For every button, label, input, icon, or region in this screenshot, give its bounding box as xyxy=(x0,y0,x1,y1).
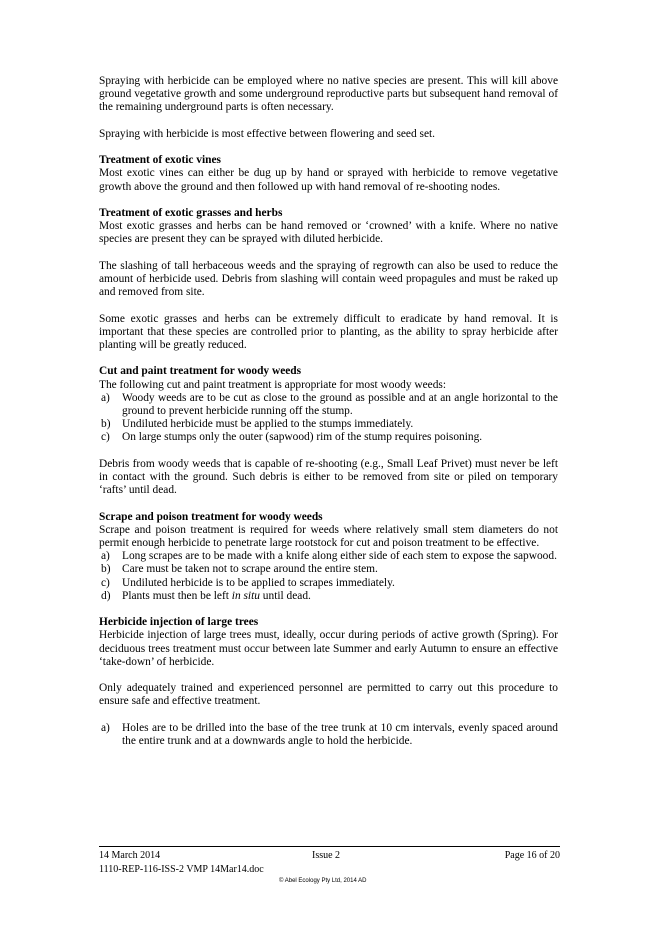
footer-document-reference: 1110-REP-116-ISS-2 VMP 14Mar14.doc xyxy=(99,864,264,875)
list-item-text-pre: Plants must then be left xyxy=(122,589,232,602)
list-item xyxy=(99,418,558,431)
list-item xyxy=(99,722,558,748)
page-body xyxy=(99,75,558,748)
paragraph-spraying-effective: Spraying with herbicide is most effective between flowering and seed set. xyxy=(99,127,436,140)
list-item-text: Woody weeds are to be cut as close to the ground as possible and at an angle horizontal to the ground to prevent herbicide running off the stump. xyxy=(122,391,558,417)
paragraph-eradicate: Some exotic grasses and herbs can be extremely difficult to eradicate by hand removal. It is important that these species are controlled prior to planting, as the ability to spray herbicide after planting will be greatly reduced. xyxy=(99,312,558,351)
paragraph-injection-intro: Herbicide injection of large trees must, ideally, occur during periods of active growth (Spring). For deciduous trees treatment must occur between late Summer and early Autumn to ensure an effective ‘take-down’ of herbicide. xyxy=(99,629,558,668)
paragraph-scrape-intro: Scrape and poison treatment is required for weeds where relatively small stem diameters do not permit enough herbicide to penetrate large rootstock for cut and poison treatment to be effective. xyxy=(99,523,558,549)
paragraph-debris: Debris from woody weeds that is capable of re-shooting (e.g., Small Leaf Privet) must never be left in contact with the ground. Such debris is either to be removed from site or piled on temporary ‘rafts’ until dead. xyxy=(99,457,558,497)
list-cut-and-paint xyxy=(99,392,558,445)
list-item xyxy=(99,590,558,603)
heading-scrape-and-poison: Scrape and poison treatment for woody weeds xyxy=(99,510,323,523)
list-marker: a) xyxy=(101,721,110,734)
heading-cut-and-paint: Cut and paint treatment for woody weeds xyxy=(99,365,302,378)
footer-issue: Issue 2 xyxy=(312,850,341,861)
footer-page-number: Page 16 of 20 xyxy=(504,850,560,861)
list-item-text: Undiluted herbicide is to be applied to scrapes immediately. xyxy=(122,576,395,589)
paragraph-slashing: The slashing of tall herbaceous weeds and the spraying of regrowth can also be used to reduce the amount of herbicide used. Debris from slashing will contain weed propagules and must be raked up and removed from site. xyxy=(99,259,558,299)
list-item-text-italic: in situ xyxy=(231,589,260,602)
section-cut-and-paint xyxy=(99,365,558,444)
list-injection xyxy=(99,722,558,748)
list-item xyxy=(99,392,558,418)
section-scrape-and-poison xyxy=(99,511,558,603)
list-marker: c) xyxy=(101,576,110,589)
list-marker: a) xyxy=(101,391,110,404)
list-item-text: Long scrapes are to be made with a knife along either side of each stem to expose the sapwood. xyxy=(122,550,557,563)
paragraph-exotic-vines: Most exotic vines can either be dug up by hand or sprayed with herbicide to remove vegetative growth above the ground and then followed up with hand removal of re-shooting nodes. xyxy=(99,167,558,193)
heading-herbicide-injection: Herbicide injection of large trees xyxy=(99,616,259,629)
list-marker: c) xyxy=(101,431,110,444)
section-exotic-vines xyxy=(99,154,558,194)
list-item-text: Undiluted herbicide must be applied to the stumps immediately. xyxy=(122,418,414,431)
list-marker: b) xyxy=(101,418,111,431)
list-item-text-post: until dead. xyxy=(259,589,311,602)
heading-exotic-grasses: Treatment of exotic grasses and herbs xyxy=(99,206,283,219)
footer-divider xyxy=(99,846,560,847)
heading-exotic-vines: Treatment of exotic vines xyxy=(99,154,221,167)
list-item-text: Holes are to be drilled into the base of the tree trunk at 10 cm intervals, evenly spaced around the entire trunk and at a downwards angle to hold the herbicide. xyxy=(122,721,558,747)
paragraph-exotic-grasses: Most exotic grasses and herbs can be hand removed or ‘crowned’ with a knife. Where no native species are present they can be sprayed with diluted herbicide. xyxy=(99,220,558,246)
section-exotic-grasses xyxy=(99,207,558,247)
list-item-text: On large stumps only the outer (sapwood) rim of the stump requires poisoning. xyxy=(122,431,483,444)
list-item-text xyxy=(122,590,558,603)
paragraph-spraying: Spraying with herbicide can be employed where no native species are present. This will kill above ground vegetative growth and some underground reproductive parts but subsequent hand removal of the remaining underground parts is often necessary. xyxy=(99,75,558,114)
list-marker: b) xyxy=(101,563,111,576)
list-item xyxy=(99,550,558,563)
footer-copyright: © Abel Ecology Pty Ltd, 2014 AD xyxy=(279,878,367,884)
list-item xyxy=(99,577,558,590)
list-item xyxy=(99,563,558,576)
paragraph-cut-and-paint-intro: The following cut and paint treatment is appropriate for most woody weeds: xyxy=(99,378,447,391)
list-marker: d) xyxy=(101,589,111,602)
list-item-text: Care must be taken not to scrape around the entire stem. xyxy=(122,563,378,576)
list-item xyxy=(99,431,558,444)
footer-date: 14 March 2014 xyxy=(99,850,161,861)
list-scrape-and-poison xyxy=(99,550,558,603)
section-herbicide-injection xyxy=(99,616,558,669)
paragraph-trained-personnel: Only adequately trained and experienced personnel are permitted to carry out this procedure to ensure safe and effective treatment. xyxy=(99,682,558,708)
list-marker: a) xyxy=(101,550,110,563)
